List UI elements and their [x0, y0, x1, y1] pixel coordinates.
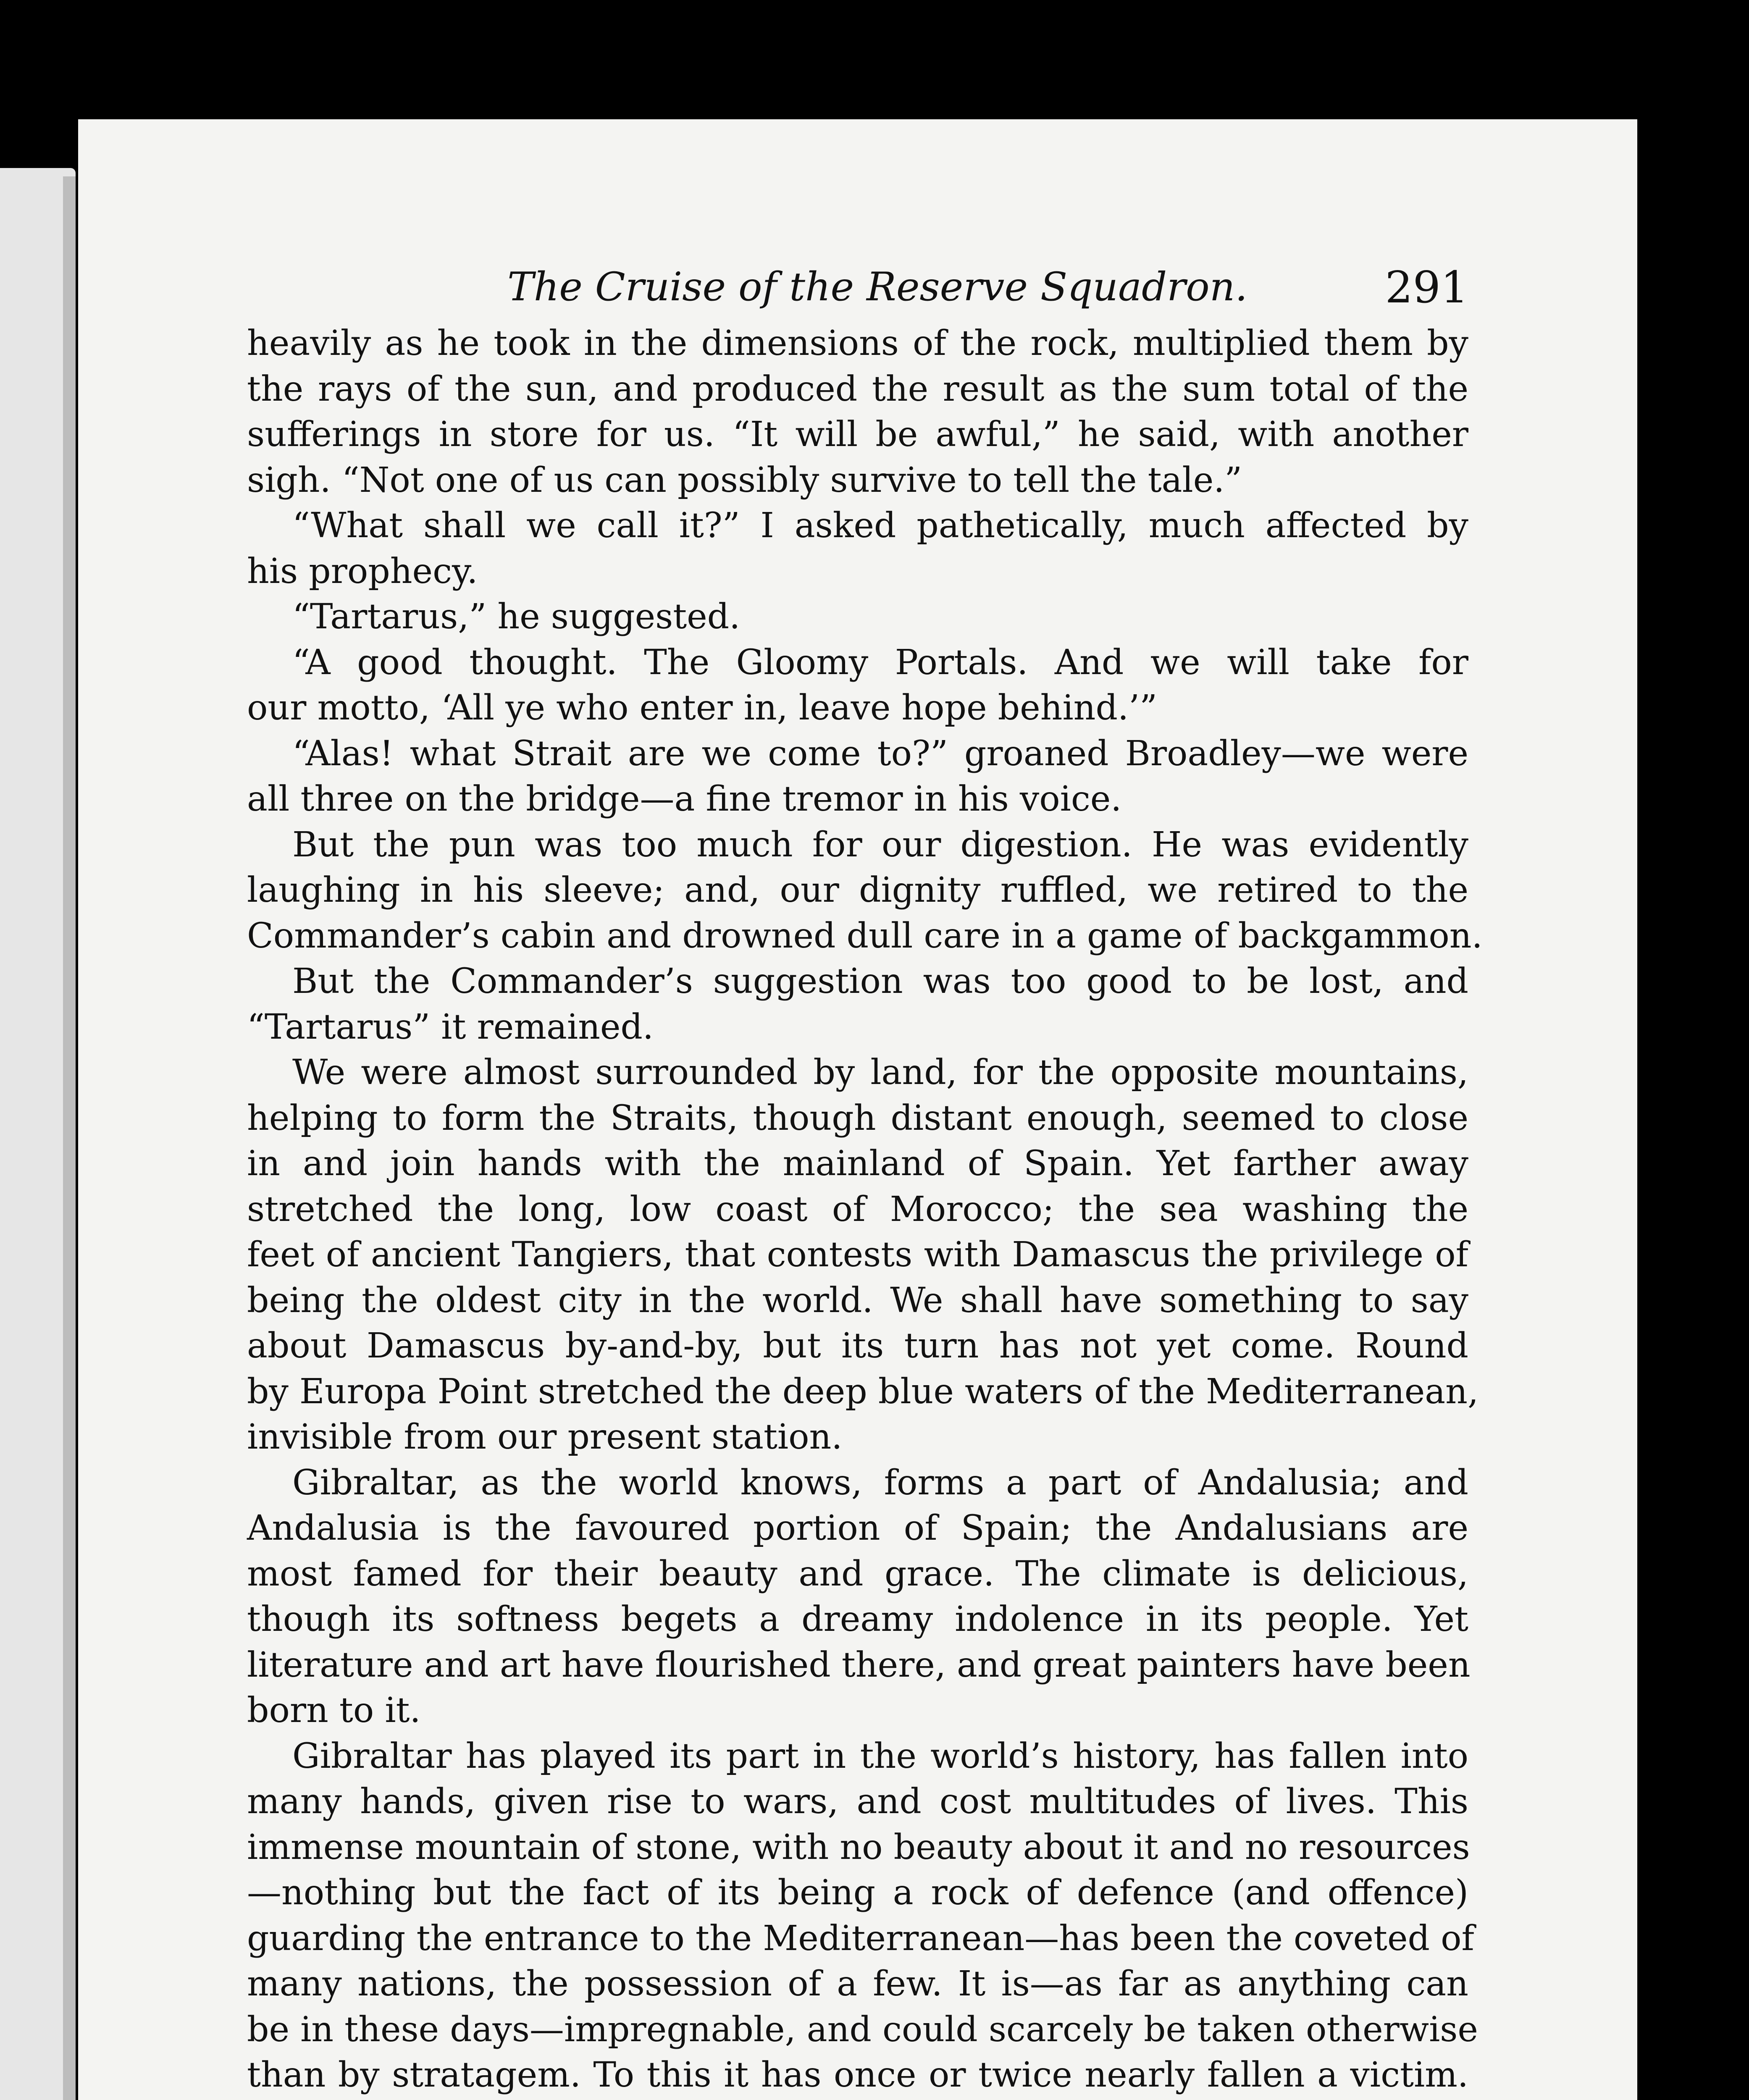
- running-title: The Cruise of the Reserve Squadron.: [507, 264, 1248, 310]
- text-line: Gibraltar has played its part in the world’s history, has fallen into: [292, 1736, 1468, 1776]
- text-line: feet of ancient Tangiers, that contests with Damascus the privilege of: [247, 1235, 1468, 1275]
- text-line: Commander’s cabin and drowned dull care in a game of backgammon.: [247, 916, 1483, 956]
- text-line: Andalusia is the favoured portion of Spain; the Andalusians are: [247, 1508, 1468, 1548]
- text-line: all three on the bridge—a fine tremor in his voice.: [247, 779, 1122, 819]
- text-line: laughing in his sleeve; and, our dignity ruffled, we retired to the: [247, 870, 1468, 910]
- text-line: “A good thought. The Gloomy Portals. And we will take for: [292, 642, 1468, 682]
- text-line: guarding the entrance to the Mediterranean—has been the coveted of: [247, 1918, 1474, 1958]
- text-line: sigh. “Not one of us can possibly survive to tell the tale.”: [247, 460, 1242, 500]
- text-line: But the Commander’s suggestion was too good to be lost, and: [292, 961, 1468, 1001]
- text-line: “Alas! what Strait are we come to?” groaned Broadley—we were: [292, 733, 1468, 774]
- text-line: “Tartarus” it remained.: [247, 1007, 654, 1047]
- text-line: But the pun was too much for our digestion. He was evidently: [292, 824, 1468, 865]
- text-line: “What shall we call it?” I asked pathetically, much affected by: [292, 506, 1468, 546]
- text-line: by Europa Point stretched the deep blue waters of the Mediterranean,: [247, 1371, 1479, 1412]
- text-line: many hands, given rise to wars, and cost multitudes of lives. This: [247, 1782, 1468, 1822]
- text-line: though its softness begets a dreamy indolence in its people. Yet: [247, 1599, 1468, 1639]
- page-content: [247, 254, 1483, 2100]
- text-line: Gibraltar, as the world knows, forms a part of Andalusia; and: [292, 1462, 1468, 1503]
- text-line: born to it.: [247, 1690, 421, 1730]
- body-text: [247, 321, 1483, 2100]
- book-page: [78, 119, 1637, 2100]
- text-line: many nations, the possession of a few. It is—as far as anything can: [247, 1964, 1468, 2004]
- text-line: literature and art have flourished there, and great painters have been: [247, 1645, 1471, 1685]
- text-line: his prophecy.: [247, 551, 478, 591]
- text-line: in and join hands with the mainland of Spain. Yet farther away: [247, 1144, 1468, 1184]
- running-head: [247, 254, 1468, 321]
- text-line: We were almost surrounded by land, for the opposite mountains,: [292, 1053, 1468, 1092]
- text-line: about Damascus by-and-by, but its turn has not yet come. Round: [247, 1326, 1468, 1366]
- text-line: than by stratagem. To this it has once or twice nearly fallen a victim.: [247, 2055, 1468, 2095]
- previous-page-shadow: [63, 176, 76, 2100]
- text-line: being the oldest city in the world. We shall have something to say: [247, 1280, 1468, 1320]
- text-line: heavily as he took in the dimensions of the rock, multiplied them by: [247, 323, 1468, 363]
- text-line: “Tartarus,” he suggested.: [292, 597, 741, 637]
- text-line: the rays of the sun, and produced the result as the sum total of the: [247, 369, 1468, 409]
- text-line: our motto, ‘All ye who enter in, leave hope behind.’”: [247, 688, 1158, 728]
- text-line: [247, 2098, 1468, 2100]
- text-line: most famed for their beauty and grace. The climate is delicious,: [247, 1554, 1468, 1594]
- text-line: stretched the long, low coast of Morocco; the sea washing the: [247, 1189, 1468, 1229]
- page-number: 291: [1385, 262, 1468, 313]
- text-line: immense mountain of stone, with no beauty about it and no resources: [247, 1827, 1470, 1867]
- text-line: be in these days—impregnable, and could scarcely be taken otherwise: [247, 2009, 1478, 2050]
- text-line: —nothing but the fact of its being a rock of defence (and offence): [247, 1873, 1468, 1913]
- text-line: invisible from our present station.: [247, 1417, 843, 1457]
- text-line: helping to form the Straits, though distant enough, seemed to close: [247, 1098, 1468, 1138]
- text-line: sufferings in store for us. “It will be awful,” he said, with another: [247, 415, 1468, 454]
